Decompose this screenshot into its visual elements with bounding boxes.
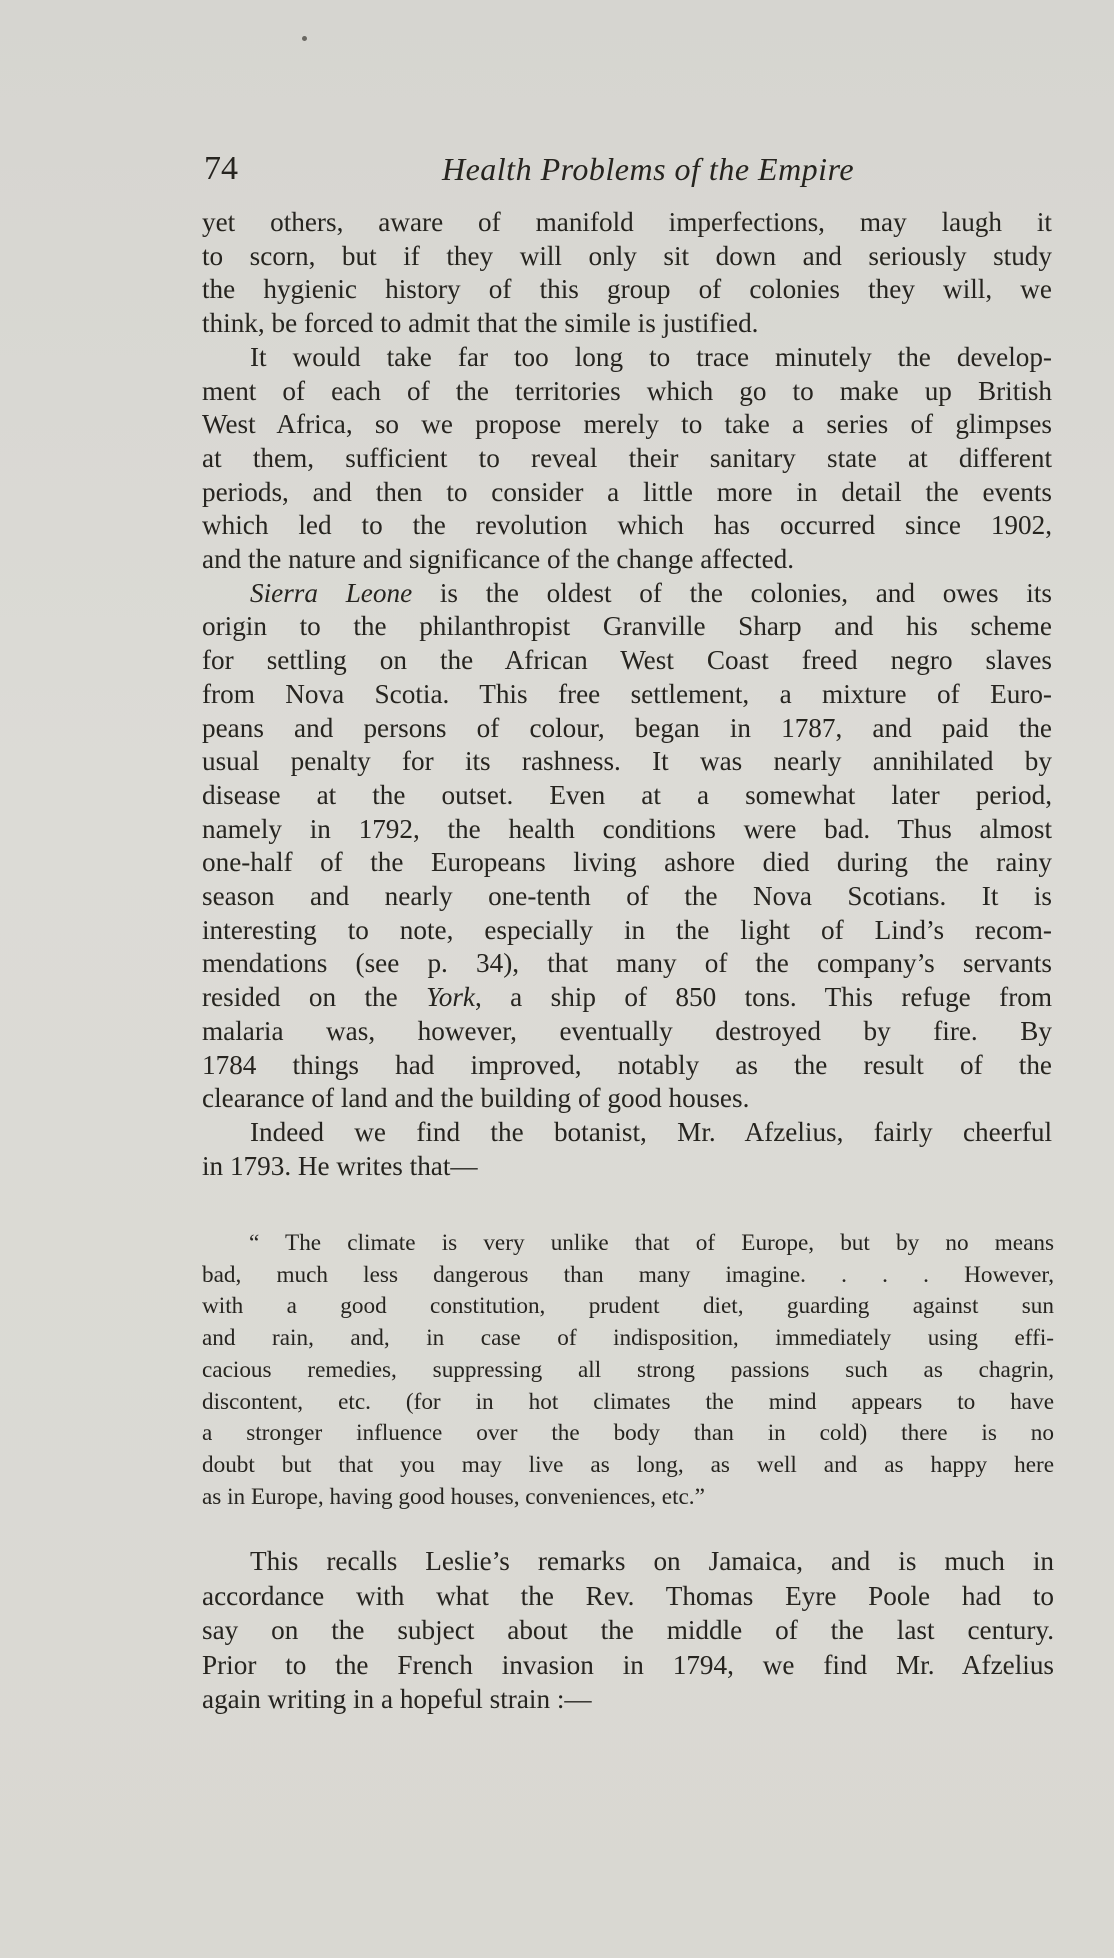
text-line: origin to the philanthropist Granville Sharp and his scheme <box>202 611 1052 642</box>
text-line: It would take far too long to trace minutely the develop- <box>250 341 1052 372</box>
text-line: and the nature and significance of the change affected. <box>202 544 795 575</box>
text-line: say on the subject about the middle of the last century. <box>202 1615 1054 1645</box>
text-line: periods, and then to consider a little more in detail the events <box>202 476 1052 507</box>
text-line: the hygienic history of this group of colonies they will, we <box>202 274 1052 305</box>
quote-line: “ The climate is very unlike that of Europe, but by no means <box>249 1230 1054 1256</box>
ship-name-york: York <box>426 982 475 1013</box>
text-line: in 1793. He writes that— <box>202 1150 478 1181</box>
quote-line: discontent, etc. (for in hot climates the mind appears to have <box>202 1388 1054 1415</box>
text-line: Sierra Leone is the oldest of the colonies, and owes its <box>250 577 1052 608</box>
text-line: again writing in a hopeful strain :— <box>202 1684 592 1714</box>
text-line: accordance with what the Rev. Thomas Eyre Poole had to <box>202 1580 1054 1611</box>
text-line: mendations (see p. 34), that many of the company’s servants <box>202 948 1052 979</box>
quote-line: with a good constitution, prudent diet, guarding against sun <box>202 1293 1054 1320</box>
text-line: malaria was, however, eventually destroyed by fire. By <box>202 1015 1052 1046</box>
text-line: one-half of the Europeans living ashore died during the rainy <box>202 847 1052 878</box>
block-quote <box>202 1228 1054 1513</box>
text-line: peans and persons of colour, began in 1787, and paid the <box>202 712 1052 743</box>
text-line: which led to the revolution which has occurred since 1902, <box>202 510 1052 541</box>
text-line: season and nearly one-tenth of the Nova Scotians. It is <box>202 881 1052 912</box>
text-line: This recalls Leslie’s remarks on Jamaica, and is much in <box>250 1546 1054 1576</box>
text-line: yet others, aware of manifold imperfections, may laugh it <box>202 207 1052 237</box>
text-line: from Nova Scotia. This free settlement, a mixture of Euro- <box>202 678 1052 709</box>
quote-line: and rain, and, in case of indisposition, immediately using effi- <box>202 1325 1054 1352</box>
quote-line: as in Europe, having good houses, conveniences, etc.” <box>202 1483 705 1510</box>
body-text <box>202 206 1052 1183</box>
text-line: ment of each of the territories which go to make up British <box>202 375 1052 406</box>
closing-paragraph <box>202 1544 1054 1717</box>
text-line: West Africa, so we propose merely to take a series of glimpses <box>202 409 1052 440</box>
text-line: interesting to note, especially in the light of Lind’s recom- <box>202 914 1052 945</box>
text-line: at them, sufficient to reveal their sanitary state at different <box>202 442 1052 473</box>
text-line: resided on the York, a ship of 850 tons. This refuge from <box>202 982 1052 1013</box>
text-line: disease at the outset. Even at a somewhat later period, <box>202 779 1052 810</box>
quote-line: a stronger influence over the body than in cold) there is no <box>202 1420 1054 1447</box>
running-title: Health Problems of the Empire <box>441 151 855 187</box>
text-line: usual penalty for its rashness. It was nearly annihilated by <box>202 746 1052 777</box>
page-number: 74 <box>204 150 238 187</box>
text-line: 1784 things had improved, notably as the result of the <box>202 1049 1052 1080</box>
quote-line: cacious remedies, suppressing all strong passions such as chagrin, <box>202 1356 1054 1383</box>
text-line: clearance of land and the building of good houses. <box>202 1083 750 1114</box>
text-line: for settling on the African West Coast freed negro slaves <box>202 645 1052 676</box>
text-line: think, be forced to admit that the simile is justified. <box>202 308 759 339</box>
text-line: Prior to the French invasion in 1794, we find Mr. Afzelius <box>202 1649 1054 1680</box>
text-line: Indeed we find the botanist, Mr. Afzelius, fairly cheerful <box>250 1116 1052 1147</box>
quote-line: doubt but that you may live as long, as well and as happy here <box>202 1451 1054 1478</box>
print-speck <box>302 36 307 41</box>
text-line: namely in 1792, the health conditions were bad. Thus almost <box>202 813 1052 844</box>
place-name-sierra-leone: Sierra Leone <box>250 577 413 608</box>
page-header <box>202 146 1054 192</box>
text-line: to scorn, but if they will only sit down and seriously study <box>202 240 1052 271</box>
quote-line: bad, much less dangerous than many imagine. . . . However, <box>202 1261 1054 1288</box>
